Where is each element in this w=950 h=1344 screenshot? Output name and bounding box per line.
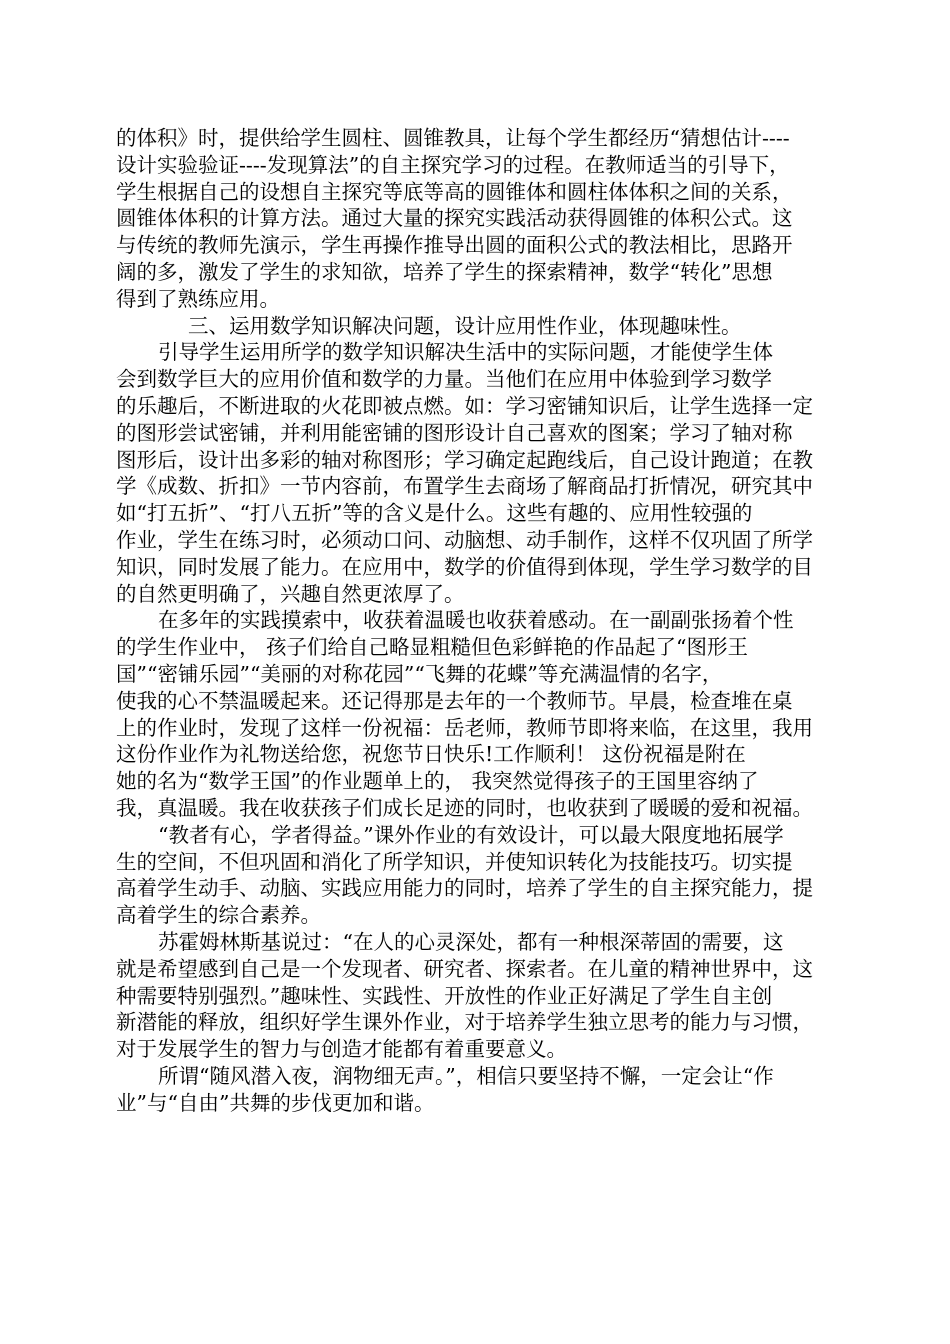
text-line: 设计实验验证----发现算法”的自主探究学习的过程。在教师适当的引导下，	[116, 152, 790, 177]
text-line: 所谓“随风潜入夜，润物细无声。”，相信只要坚持不懈，一定会让“作	[158, 1063, 774, 1088]
text-line: 就是希望感到自己是一个发现者、研究者、探索者。在儿童的精神世界中，这	[116, 956, 813, 981]
text-line: 种需要特别强烈。”趣味性、实践性、开放性的作业正好满足了学生自主创	[116, 983, 773, 1008]
text-line: 引导学生运用所学的数学知识解决生活中的实际问题，才能使学生体	[158, 340, 773, 365]
text-line: 新潜能的释放，组织好学生课外作业，对于培养学生独立思考的能力与习惯，	[116, 1010, 813, 1035]
text-line: 她的名为“数学王国”的作业题单上的， 我突然觉得孩子的王国里容纳了	[116, 769, 759, 794]
text-line: 学生根据自己的设想自主探究等底等高的圆锥体和圆柱体体积之间的关系，	[116, 179, 793, 204]
text-line: 圆锥体体积的计算方法。通过大量的探究实践活动获得圆锥的体积公式。这	[116, 206, 793, 231]
text-line: 的自然更明确了，兴趣自然更浓厚了。	[116, 581, 465, 606]
text-line: 的乐趣后，不断进取的火花即被点燃。如：学习密铺知识后，让学生选择一定	[116, 393, 813, 418]
text-line: 国”“密铺乐园”“美丽的对称花园”“飞舞的花蝶”等充满温情的名字，	[116, 661, 723, 686]
text-line: 苏霍姆林斯基说过：“在人的心灵深处，都有一种根深蒂固的需要，这	[158, 929, 784, 954]
text-line: 得到了熟练应用。	[116, 286, 280, 311]
body-text	[116, 125, 846, 1116]
text-line: 使我的心不禁温暖起来。还记得那是去年的一个教师节。早晨，检查堆在桌	[116, 688, 793, 713]
text-line: 的学生作业中， 孩子们给自己略显粗糙但色彩鲜艳的作品起了“图形王	[116, 635, 748, 660]
text-line: 生的空间，不但巩固和消化了所学知识，并使知识转化为技能技巧。切实提	[116, 849, 793, 874]
text-line: 会到数学巨大的应用价值和数学的力量。当他们在应用中体验到学习数学	[116, 367, 772, 392]
text-line: 三、运用数学知识解决问题，设计应用性作业，体现趣味性。	[188, 313, 742, 338]
text-line: 上的作业时，发现了这样一份祝福：岳老师，教师节即将来临，在这里，我用	[116, 715, 813, 740]
text-line: 如“打五折”、“打八五折”等的含义是什么。这些有趣的、应用性较强的	[116, 501, 753, 526]
text-line: 与传统的教师先演示，学生再操作推导出圆的面积公式的教法相比，思路开	[116, 233, 793, 258]
text-line: 知识，同时发展了能力。在应用中，数学的价值得到体现，学生学习数学的目	[116, 554, 813, 579]
text-line: 我，真温暖。我在收获孩子们成长足迹的同时，也收获到了暖暖的爱和祝福。	[116, 795, 813, 820]
text-line: 对于发展学生的智力与创造才能都有着重要意义。	[116, 1037, 567, 1062]
text-line: 业”与“自由”共舞的步伐更加和谐。	[116, 1090, 435, 1115]
text-line: 作业，学生在练习时，必须动口问、动脑想、动手制作，这样不仅巩固了所学	[116, 527, 813, 552]
text-line: “教者有心，学者得益。”课外作业的有效设计，可以最大限度地拓展学	[158, 822, 784, 847]
text-line: 高着学生动手、动脑、实践应用能力的同时，培养了学生的自主探究能力，提	[116, 876, 813, 901]
text-line: 高着学生的综合素养。	[116, 903, 321, 928]
text-line: 在多年的实践摸索中，收获着温暖也收获着感动。在一副副张扬着个性	[158, 608, 794, 633]
text-line: 图形后，设计出多彩的轴对称图形；学习确定起跑线后，自己设计跑道；在教	[116, 447, 813, 472]
text-line: 的图形尝试密铺，并利用能密铺的图形设计自己喜欢的图案；学习了轴对称	[116, 420, 793, 445]
text-line: 阔的多，激发了学生的求知欲，培养了学生的探索精神，数学“转化”思想	[116, 259, 773, 284]
text-line: 学《成数、折扣》一节内容前，布置学生去商场了解商品打折情况，研究其中	[116, 474, 813, 499]
text-line: 的体积》时，提供给学生圆柱、圆锥教具，让每个学生都经历“猜想估计----	[116, 126, 790, 150]
text-line: 这份作业作为礼物送给您，祝您节日快乐!工作顺利！ 这份祝福是附在	[116, 742, 746, 767]
